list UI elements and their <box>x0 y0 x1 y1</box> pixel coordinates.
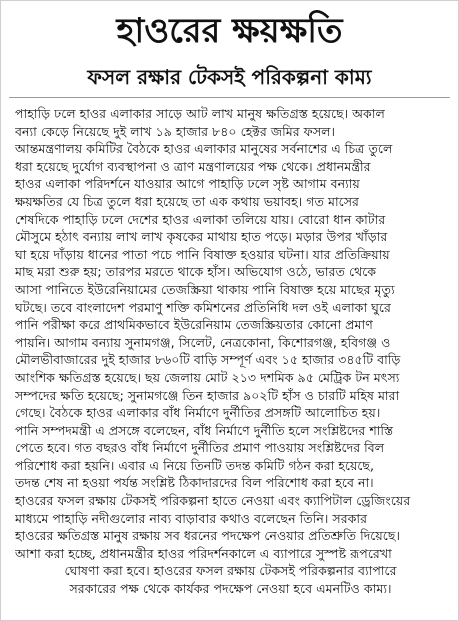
body-line: ঘোষণা করা হবে। হাওরের ফসল রক্ষায় টেকসই পরিকল্পনার ব্যাপারে <box>64 563 397 579</box>
body-line: পাহাড়ি ঢলে হাওর এলাকার সাড়ে আট লাখ মানুষ ক্ষতিগ্রস্ত হয়েছে। অকাল <box>15 106 385 121</box>
body-line: পেতে হবে। গত বছরও বাঁধ নির্মাণে দুর্নীতির প্রমাণ পাওয়ায় সংশ্লিষ্টদের বিল <box>15 440 385 456</box>
body-line: তদন্ত শেষ না হওয়া পর্যন্ত সংশ্লিষ্ট ঠিকাদারদের বিল পরিশোধ করা হবে না। <box>15 475 374 491</box>
body-line: মাধ্যমে পাহাড়ি নদীগুলোর নাব্য বাড়াবার কথাও বলেছেন তিনি। সরকার <box>15 510 368 526</box>
body-line: পরিশোধ করা হয়নি। এবার এ নিয়ে তিনটি তদন্ত কমিটি গঠন করা হয়েছে, <box>15 457 375 473</box>
body-line: মাছ মরা শুরু হয়; তারপর মরতে থাকে হাঁস। অভিযোগ ওঠে, ভারত থেকে <box>15 264 377 280</box>
body-line: সম্পদের ক্ষতি হয়েছে; সুনামগঞ্জে তিন হাজার ৯০২টি হাঁস ও চারটি মহিষ মারা <box>15 387 400 403</box>
body-line: হাওরের ক্ষতিগ্রস্ত মানুষ রক্ষায় সব ধরনের পদক্ষেপ নেওয়ার প্রতিশ্রুতি দিয়েছে। <box>15 528 400 544</box>
body-line: হাওর এলাকা পরিদর্শনে যাওয়ার আগে পাহাড়ি ঢলে সৃষ্ট আগাম বন্যায় <box>15 176 360 192</box>
body-line: আশা করা হচ্ছে, প্রধানমন্ত্রীর হাওর পরিদর্শনকালে এ ব্যাপারে সুস্পষ্ট রূপরেখা <box>15 545 392 561</box>
body-line: মৌসুমে হঠাৎ বন্যায় লাখ লাখ কৃষকের মাথায় হাত পড়ে। মড়ার উপর খাঁড়ার <box>15 229 388 245</box>
body-line: ধরা হয়েছে দুর্যোগ ব্যবস্থাপনা ও ত্রাণ মন্ত্রণালয়ের পক্ষ থেকে। প্রধানমন্ত্রীর <box>15 158 371 174</box>
body-line: মৌলভীবাজারের দুই হাজার ৮৬০টি বাড়ি সম্পূর্ণ এবং ১৫ হাজার ৩৪৫টি বাড়ি <box>15 352 401 368</box>
body-line: পানি সম্পদমন্ত্রী এ প্রসঙ্গে বলেছেন, বাঁধ নির্মাণে দুর্নীতি হলে সংশ্লিষ্টদের শাস্তি <box>15 422 394 438</box>
headline: হাওরের ক্ষয়ক্ষতি <box>116 11 343 51</box>
article-body <box>15 105 446 614</box>
body-line: হাওরের ফসল রক্ষায় টেকসই পরিকল্পনা হাতে নেওয়া এবং ক্যাপিটাল ড্রেজিংয়ের <box>15 493 411 509</box>
body-line: পায়নি। আগাম বন্যায় সুনামগঞ্জ, সিলেট, নেত্রকোনা, কিশোরগঞ্জ, হবিগঞ্জ ও <box>15 334 391 350</box>
subheadline: ফসল রক্ষার টেকসই পরিকল্পনা কাম্য <box>87 65 372 89</box>
body-line: সরকারের পক্ষ থেকে কার্যকর পদক্ষেপ নেওয়া হবে এমনটিও কাম্য। <box>69 581 392 597</box>
divider <box>9 97 450 98</box>
body-line: আন্তমন্ত্রণালয় কমিটির বৈঠকে হাওর এলাকার মানুষের সর্বনাশের এ চিত্র তুলে <box>15 141 393 157</box>
body-line: ক্ষয়ক্ষতির যে চিত্র তুলে ধরা হয়েছে তা এক কথায় ভয়াবহ। গত মাসের <box>15 193 359 209</box>
body-line: বন্যা কেড়ে নিয়েছে দুই লাখ ১৯ হাজার ৮৪০ হেক্টর জমির ফসল। <box>15 123 336 139</box>
body-line: গেছে। বৈঠকে হাওর এলাকার বাঁধ নির্মাণে দুর্নীতির প্রসঙ্গটি আলোচিত হয়। <box>15 405 381 421</box>
body-line: আসা পানিতে ইউরেনিয়ামের তেজস্ক্রিয়া থাকায় পানি বিষাক্ত হয়ে মাছের মৃত্যু <box>15 281 395 297</box>
body-line: আংশিক ক্ষতিগ্রস্ত হয়েছে। ছয় জেলায় মোট ২১৩ দশমিক ৯৫ মেট্রিক টন মৎস্য <box>15 369 400 385</box>
body-line: পানি পরীক্ষা করে প্রাথমিকভাবে ইউরেনিয়াম তেজস্ক্রিয়তার কোনো প্রমাণ <box>15 317 373 333</box>
body-line: শেষদিকে পাহাড়ি ঢলে দেশের হাওর এলাকা তলিয়ে যায়। বোরো ধান কাটার <box>15 211 386 227</box>
body-line: ঘটছে। তবে বাংলাদেশ পরমাণু শক্তি কমিশনের প্রতিনিধি দল ওই এলাকা ঘুরে <box>15 299 391 315</box>
body-line: ঘা হয়ে দাঁড়ায় ধানের পাতা পচে পানি বিষাক্ত হওয়ার ঘটনা। যার প্রতিক্রিয়ায় <box>15 246 390 262</box>
